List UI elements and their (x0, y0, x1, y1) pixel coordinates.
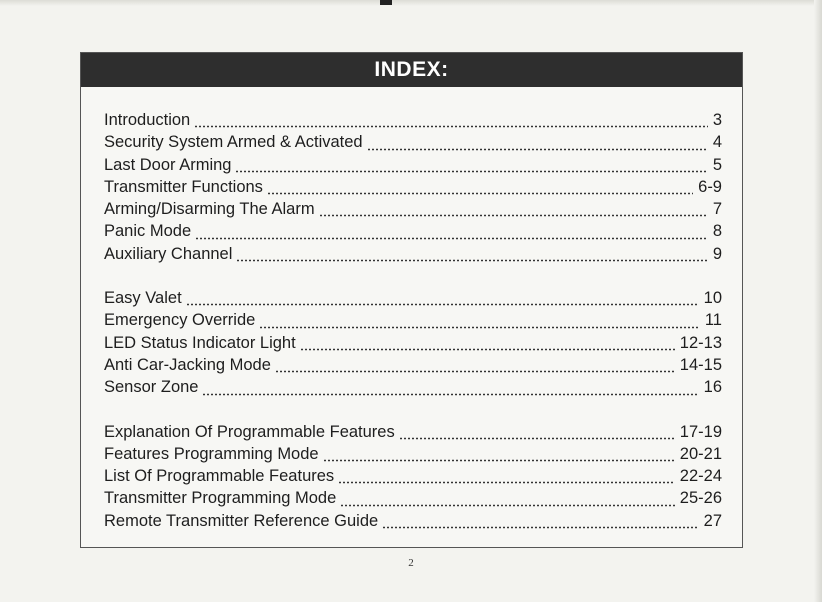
toc-entry-title: Features Programming Mode (104, 444, 319, 463)
dot-leader (300, 339, 675, 351)
toc-entry-title: Last Door Arming (104, 155, 232, 174)
toc-entry (104, 156, 722, 178)
dot-leader (399, 428, 675, 440)
scan-mark (380, 0, 392, 5)
toc-entry (104, 445, 722, 467)
toc-entry-page: 20-21 (679, 444, 722, 463)
toc-entry-title: Explanation Of Programmable Features (104, 422, 395, 441)
toc-entry-page: 6-9 (698, 177, 722, 196)
toc-entry-page: 27 (703, 511, 722, 530)
toc-entry-title: Anti Car-Jacking Mode (104, 355, 271, 374)
toc-entry (104, 178, 722, 200)
toc-entry-page: 8 (712, 222, 722, 241)
toc-entry-title: Auxiliary Channel (104, 244, 233, 263)
toc-entry-page: 10 (703, 289, 722, 308)
toc-entry-title: LED Status Indicator Light (104, 333, 296, 352)
toc-entry-title: Panic Mode (104, 222, 192, 241)
toc-entry-page: 7 (712, 200, 722, 219)
index-box (80, 52, 743, 548)
toc-section (104, 423, 722, 534)
dot-leader (323, 450, 675, 462)
toc-entry (104, 200, 722, 222)
toc-entry-page: 9 (712, 244, 722, 263)
dot-leader (275, 361, 675, 373)
toc-entry (104, 356, 722, 378)
toc-entry-page: 12-13 (679, 333, 722, 352)
toc-entry-title: Introduction (104, 111, 191, 129)
dot-leader (382, 517, 698, 529)
toc-entry-title: Transmitter Programming Mode (104, 489, 337, 508)
toc-entry (104, 334, 722, 356)
toc-entry (104, 467, 722, 489)
toc-entry-page: 14-15 (679, 355, 722, 374)
dot-leader (195, 228, 708, 240)
toc-entry-title: Security System Armed & Activated (104, 133, 363, 152)
toc-entry-page: 11 (704, 311, 722, 330)
toc-entry-page: 4 (712, 133, 722, 152)
dot-leader (194, 116, 708, 128)
toc-entry (104, 245, 722, 267)
dot-leader (235, 161, 707, 173)
dot-leader (186, 294, 699, 306)
dot-leader (267, 183, 693, 195)
index-title: INDEX: (374, 58, 449, 81)
dot-leader (367, 139, 708, 151)
dot-leader (340, 495, 675, 507)
toc-entry (104, 311, 722, 333)
toc-entry-page: 3 (712, 111, 722, 129)
toc-entry (104, 222, 722, 244)
toc-section (104, 289, 722, 400)
toc-entry-title: Remote Transmitter Reference Guide (104, 511, 379, 530)
dot-leader (319, 205, 708, 217)
toc-entry-page: 16 (703, 378, 722, 397)
toc-entry-title: Easy Valet (104, 289, 182, 308)
toc-entry-title: Arming/Disarming The Alarm (104, 200, 315, 219)
toc-entry-title: Emergency Override (104, 311, 256, 330)
dot-leader (236, 250, 707, 262)
toc-entry-title: Sensor Zone (104, 378, 199, 397)
dot-leader (202, 384, 698, 396)
toc-entry (104, 111, 722, 133)
page-number: 2 (408, 557, 414, 569)
dot-leader (259, 317, 700, 329)
index-header-bar (81, 53, 742, 87)
toc-entry-title: List Of Programmable Features (104, 467, 335, 486)
table-of-contents (104, 111, 722, 534)
toc-entry-title: Transmitter Functions (104, 177, 263, 196)
toc-entry-page: 22-24 (679, 467, 722, 486)
toc-entry-page: 5 (712, 155, 722, 174)
toc-entry (104, 512, 722, 534)
scan-right-edge (814, 0, 822, 602)
toc-entry (104, 133, 722, 155)
toc-entry (104, 489, 722, 511)
toc-entry-page: 25-26 (679, 489, 722, 508)
toc-section (104, 111, 722, 267)
dot-leader (338, 472, 675, 484)
toc-entry-page: 17-19 (679, 422, 722, 441)
toc-entry (104, 289, 722, 311)
toc-entry (104, 423, 722, 445)
toc-entry (104, 378, 722, 400)
scan-top-edge (0, 0, 822, 6)
